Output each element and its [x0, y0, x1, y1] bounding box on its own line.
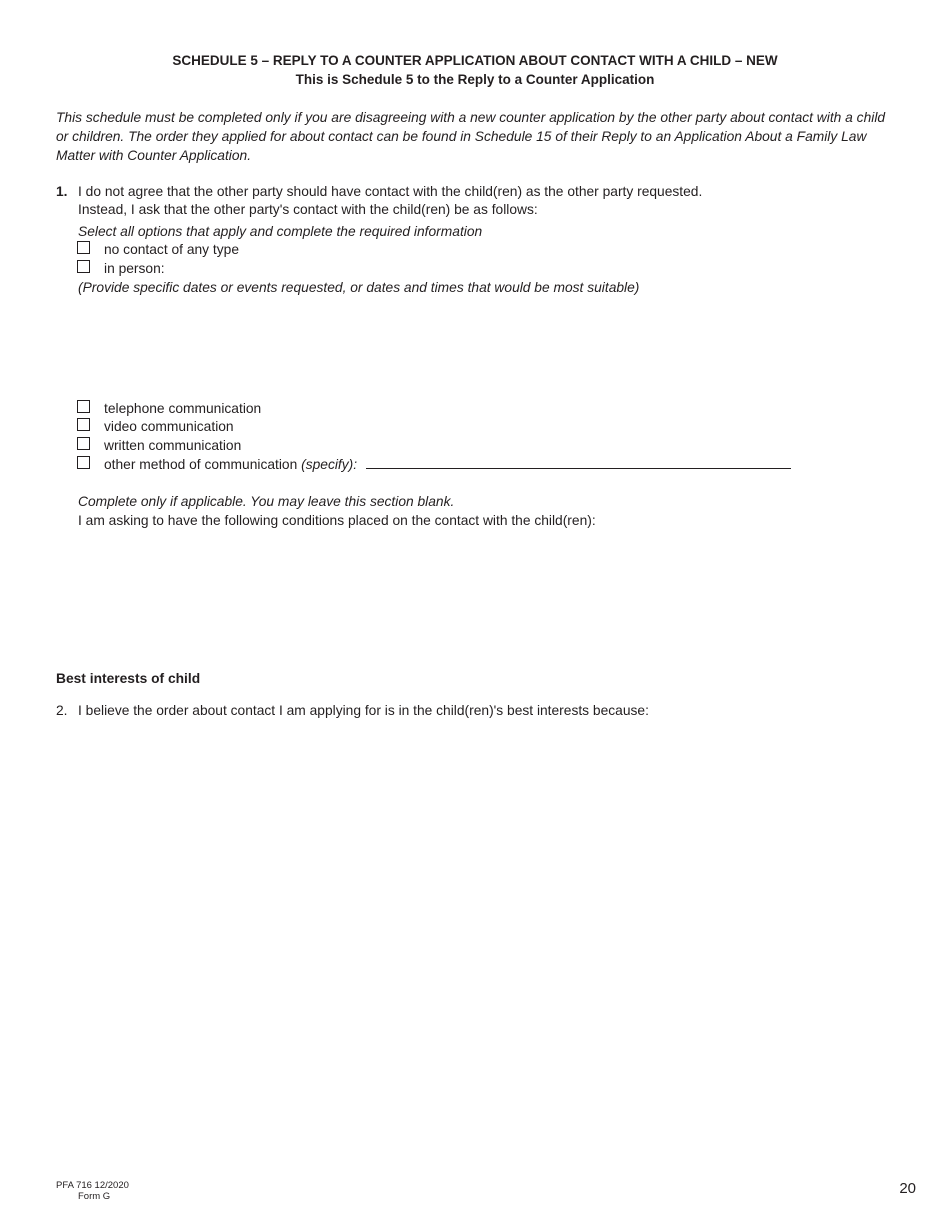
checkbox-in-person[interactable] — [77, 260, 90, 273]
option-video-label: video communication — [104, 419, 234, 434]
checkbox-telephone[interactable] — [77, 400, 90, 413]
in-person-details-area[interactable] — [78, 300, 878, 395]
checkbox-written[interactable] — [77, 437, 90, 450]
other-method-text: other method of communication — [104, 457, 298, 472]
select-instruction: Select all options that apply and complete the required information — [78, 224, 483, 239]
option-telephone-label: telephone communication — [104, 401, 262, 416]
best-interests-heading: Best interests of child — [56, 671, 201, 686]
other-method-specify: (specify): — [301, 457, 358, 472]
checkbox-video[interactable] — [77, 418, 90, 431]
conditions-details-area[interactable] — [78, 534, 878, 659]
conditions-text: I am asking to have the following conditions placed on the contact with the child(ren): — [78, 513, 596, 528]
form-name: Form G — [78, 1191, 111, 1202]
page-number: 20 — [899, 1180, 916, 1197]
section-1-statement: I do not agree that the other party should have contact with the child(ren) as the other party requested. — [78, 184, 703, 199]
checkbox-other-method[interactable] — [77, 456, 90, 469]
form-code: PFA 716 12/2020 — [56, 1180, 129, 1191]
option-no-contact-label: no contact of any type — [104, 242, 239, 257]
section-2-number: 2. — [56, 703, 68, 718]
section-2-text: I believe the order about contact I am applying for is in the child(ren)'s best interests because: — [78, 703, 649, 718]
intro-paragraph: This schedule must be completed only if you are disagreeing with a new counter application by the other party about contact with a child or children. The order they applied for about contact can be found in Schedule 15 of their Reply to an Application About a Family Law Matter with Counter Application. — [56, 110, 886, 163]
in-person-hint: (Provide specific dates or events requested, or dates and times that would be most suitable) — [78, 280, 640, 295]
checkbox-no-contact[interactable] — [77, 241, 90, 254]
conditions-note: Complete only if applicable. You may leave this section blank. — [78, 494, 455, 509]
option-in-person-label: in person: — [104, 261, 165, 276]
section-1-number: 1. — [56, 184, 68, 199]
option-other-method-label — [104, 457, 357, 472]
schedule-subtitle: This is Schedule 5 to the Reply to a Counter Application — [295, 72, 655, 87]
option-written-label: written communication — [104, 438, 242, 453]
section-1-instead: Instead, I ask that the other party's contact with the child(ren) be as follows: — [78, 202, 538, 217]
best-interests-details-area[interactable] — [78, 725, 878, 1155]
schedule-title: SCHEDULE 5 – REPLY TO A COUNTER APPLICATION ABOUT CONTACT WITH A CHILD – NEW — [172, 53, 778, 68]
other-method-input-line[interactable] — [366, 468, 791, 469]
